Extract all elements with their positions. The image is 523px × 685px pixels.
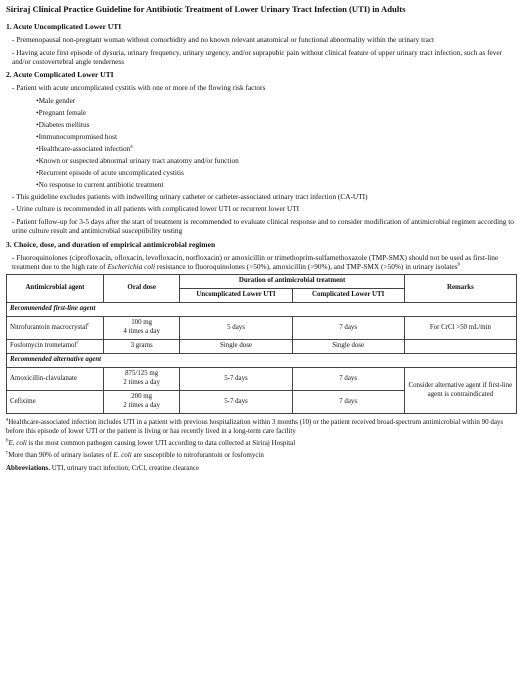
- header-complicated: Complicated Lower UTI: [292, 289, 404, 303]
- header-dose: Oral dose: [103, 275, 180, 303]
- header-agent: Antimicrobial agent: [7, 275, 104, 303]
- risk-factor-item: • Healthcare-associated infection$^a$: [36, 144, 517, 153]
- agent-cell: Amoxicillin-clavulanate: [7, 368, 104, 391]
- footnote-a: $^a$Healthcare-associated infection includes UTI in a patient with previous hospitalization within 3 months (10) or the patient received broad-spectrum antimicrobial within 90 days before this episode of lower UTI or the patient is living or has recently lived in a long-term care facility: [6, 417, 504, 436]
- footnote-ref: a: [130, 144, 133, 150]
- section-2-note: - Patient follow-up for 3-5 days after the start of treatment is recommended to evaluate clinical response and to consider modification of antimicrobial regimen according to urine culture result and antimicrobial susceptibility testing: [12, 216, 514, 236]
- risk-factor-item: • Immunocompromised host: [36, 132, 517, 141]
- section-3-heading: 3. Choice, dose, and duration of empirical antimicrobial regimen: [6, 239, 216, 249]
- table-section-first-line: Recommended first-line agent: [7, 303, 517, 317]
- page-title: Siriraj Clinical Practice Guideline for Antibiotic Treatment of Lower Urinary Tract Infection (UTI) in Adults: [6, 4, 406, 14]
- header-uncomplicated: Uncomplicated Lower UTI: [180, 289, 292, 303]
- footnotes: [6, 418, 517, 472]
- section-1-criterion: - Having acute first episode of dysuria, urinary frequency, urinary urgency, and/or suprapubic pain without clinical feature of upper urinary tract infection, such as fever and/or costovertebral angle tenderness: [12, 47, 503, 66]
- table-row: [7, 368, 517, 391]
- guideline-page: [6, 4, 517, 476]
- uncomplicated-cell: 5 days: [180, 317, 292, 340]
- section-2-intro: - Patient with acute uncomplicated cystitis with one or more of the flowing risk factors: [12, 83, 266, 93]
- risk-factor-list: [6, 96, 517, 189]
- remarks-cell: Consider alternative agent if first-line agent is contraindicated: [404, 368, 516, 414]
- complicated-cell: 7 days: [292, 368, 404, 391]
- footnote-c: $^c$More than 90% of urinary isolates of E. coli are susceptible to nitrofurantoin or fosfomycin: [6, 451, 264, 460]
- section-2-note: - This guideline excludes patients with indwelling urinary catheter or catheter-associated urinary tract infection (CA-UTI): [12, 191, 368, 201]
- agent-cell: Fosfomycin trometamol$^c$: [7, 340, 104, 354]
- footnote-b: $^b$E. coli is the most common pathogen causing lower UTI according to data collected at Siriraj Hospital: [6, 438, 296, 448]
- risk-factor-item: • Recurrent episode of acute uncomplicated cystitis: [36, 168, 517, 177]
- risk-factor-item: • Male gender: [36, 96, 517, 105]
- risk-factor-item: • No response to current antibiotic treatment: [36, 180, 517, 189]
- regimen-table: [6, 274, 517, 414]
- complicated-cell: 7 days: [292, 391, 404, 414]
- section-1-criterion: - Premenopausal non-pregnant woman without comorbidity and no known relevant anatomical or functional abnormality within the urinary tract: [12, 35, 435, 45]
- agent-cell: Cefixime: [7, 391, 104, 414]
- risk-factor-item: • Known or suspected abnormal urinary tract anatomy and/or function: [36, 156, 517, 165]
- dose-cell: 3 grams: [103, 340, 180, 354]
- section-2-heading: 2. Acute Complicated Lower UTI: [6, 70, 114, 80]
- abbreviations: Abbreviations. UTI, urinary tract infection; CrCl, creatine clearance: [6, 463, 200, 472]
- dose-cell: 200 mg 2 times a day: [103, 391, 180, 414]
- remarks-cell: For CrCl >50 mL/min: [404, 317, 516, 340]
- dose-cell: 100 mg 4 times a day: [103, 317, 180, 340]
- uncomplicated-cell: Single dose: [180, 340, 292, 354]
- table-section-alternative: Recommended alternative agent: [7, 354, 517, 368]
- uncomplicated-cell: 5-7 days: [180, 391, 292, 414]
- dose-cell: 875/125 mg 2 times a day: [103, 368, 180, 391]
- table-row: [7, 317, 517, 340]
- agent-cell: Nitrofurantoin macrocrystal$^c$: [7, 317, 104, 340]
- risk-factor-item: • Diabetes mellitus: [36, 120, 517, 129]
- table-row: [7, 340, 517, 354]
- risk-factor-item: • Pregnant female: [36, 108, 517, 117]
- complicated-cell: Single dose: [292, 340, 404, 354]
- header-duration: Duration of antimicrobial treatment: [180, 275, 404, 289]
- complicated-cell: 7 days: [292, 317, 404, 340]
- section-1-heading: 1. Acute Uncomplicated Lower UTI: [6, 22, 122, 32]
- remarks-cell: [404, 340, 516, 354]
- header-remarks: Remarks: [404, 275, 516, 303]
- uncomplicated-cell: 5-7 days: [180, 368, 292, 391]
- section-3-paragraph: - Fluoroquinolones (ciprofloxacin, ofloxacin, levofloxacin, norfloxacin) or amoxicillin or trimethoprim-sulfamethoxazole (TMP-SMX) should not be used as first-line treatment due to the high rate of Escherichia coli resistance to fluoroquinolones (>50%), amoxicillin (>90%), and TMP-SMX (>50%) in urinary isolates$^b$: [12, 252, 499, 271]
- section-2-note: - Urine culture is recommended in all patients with complicated lower UTI or recurrent lower UTI: [12, 204, 300, 214]
